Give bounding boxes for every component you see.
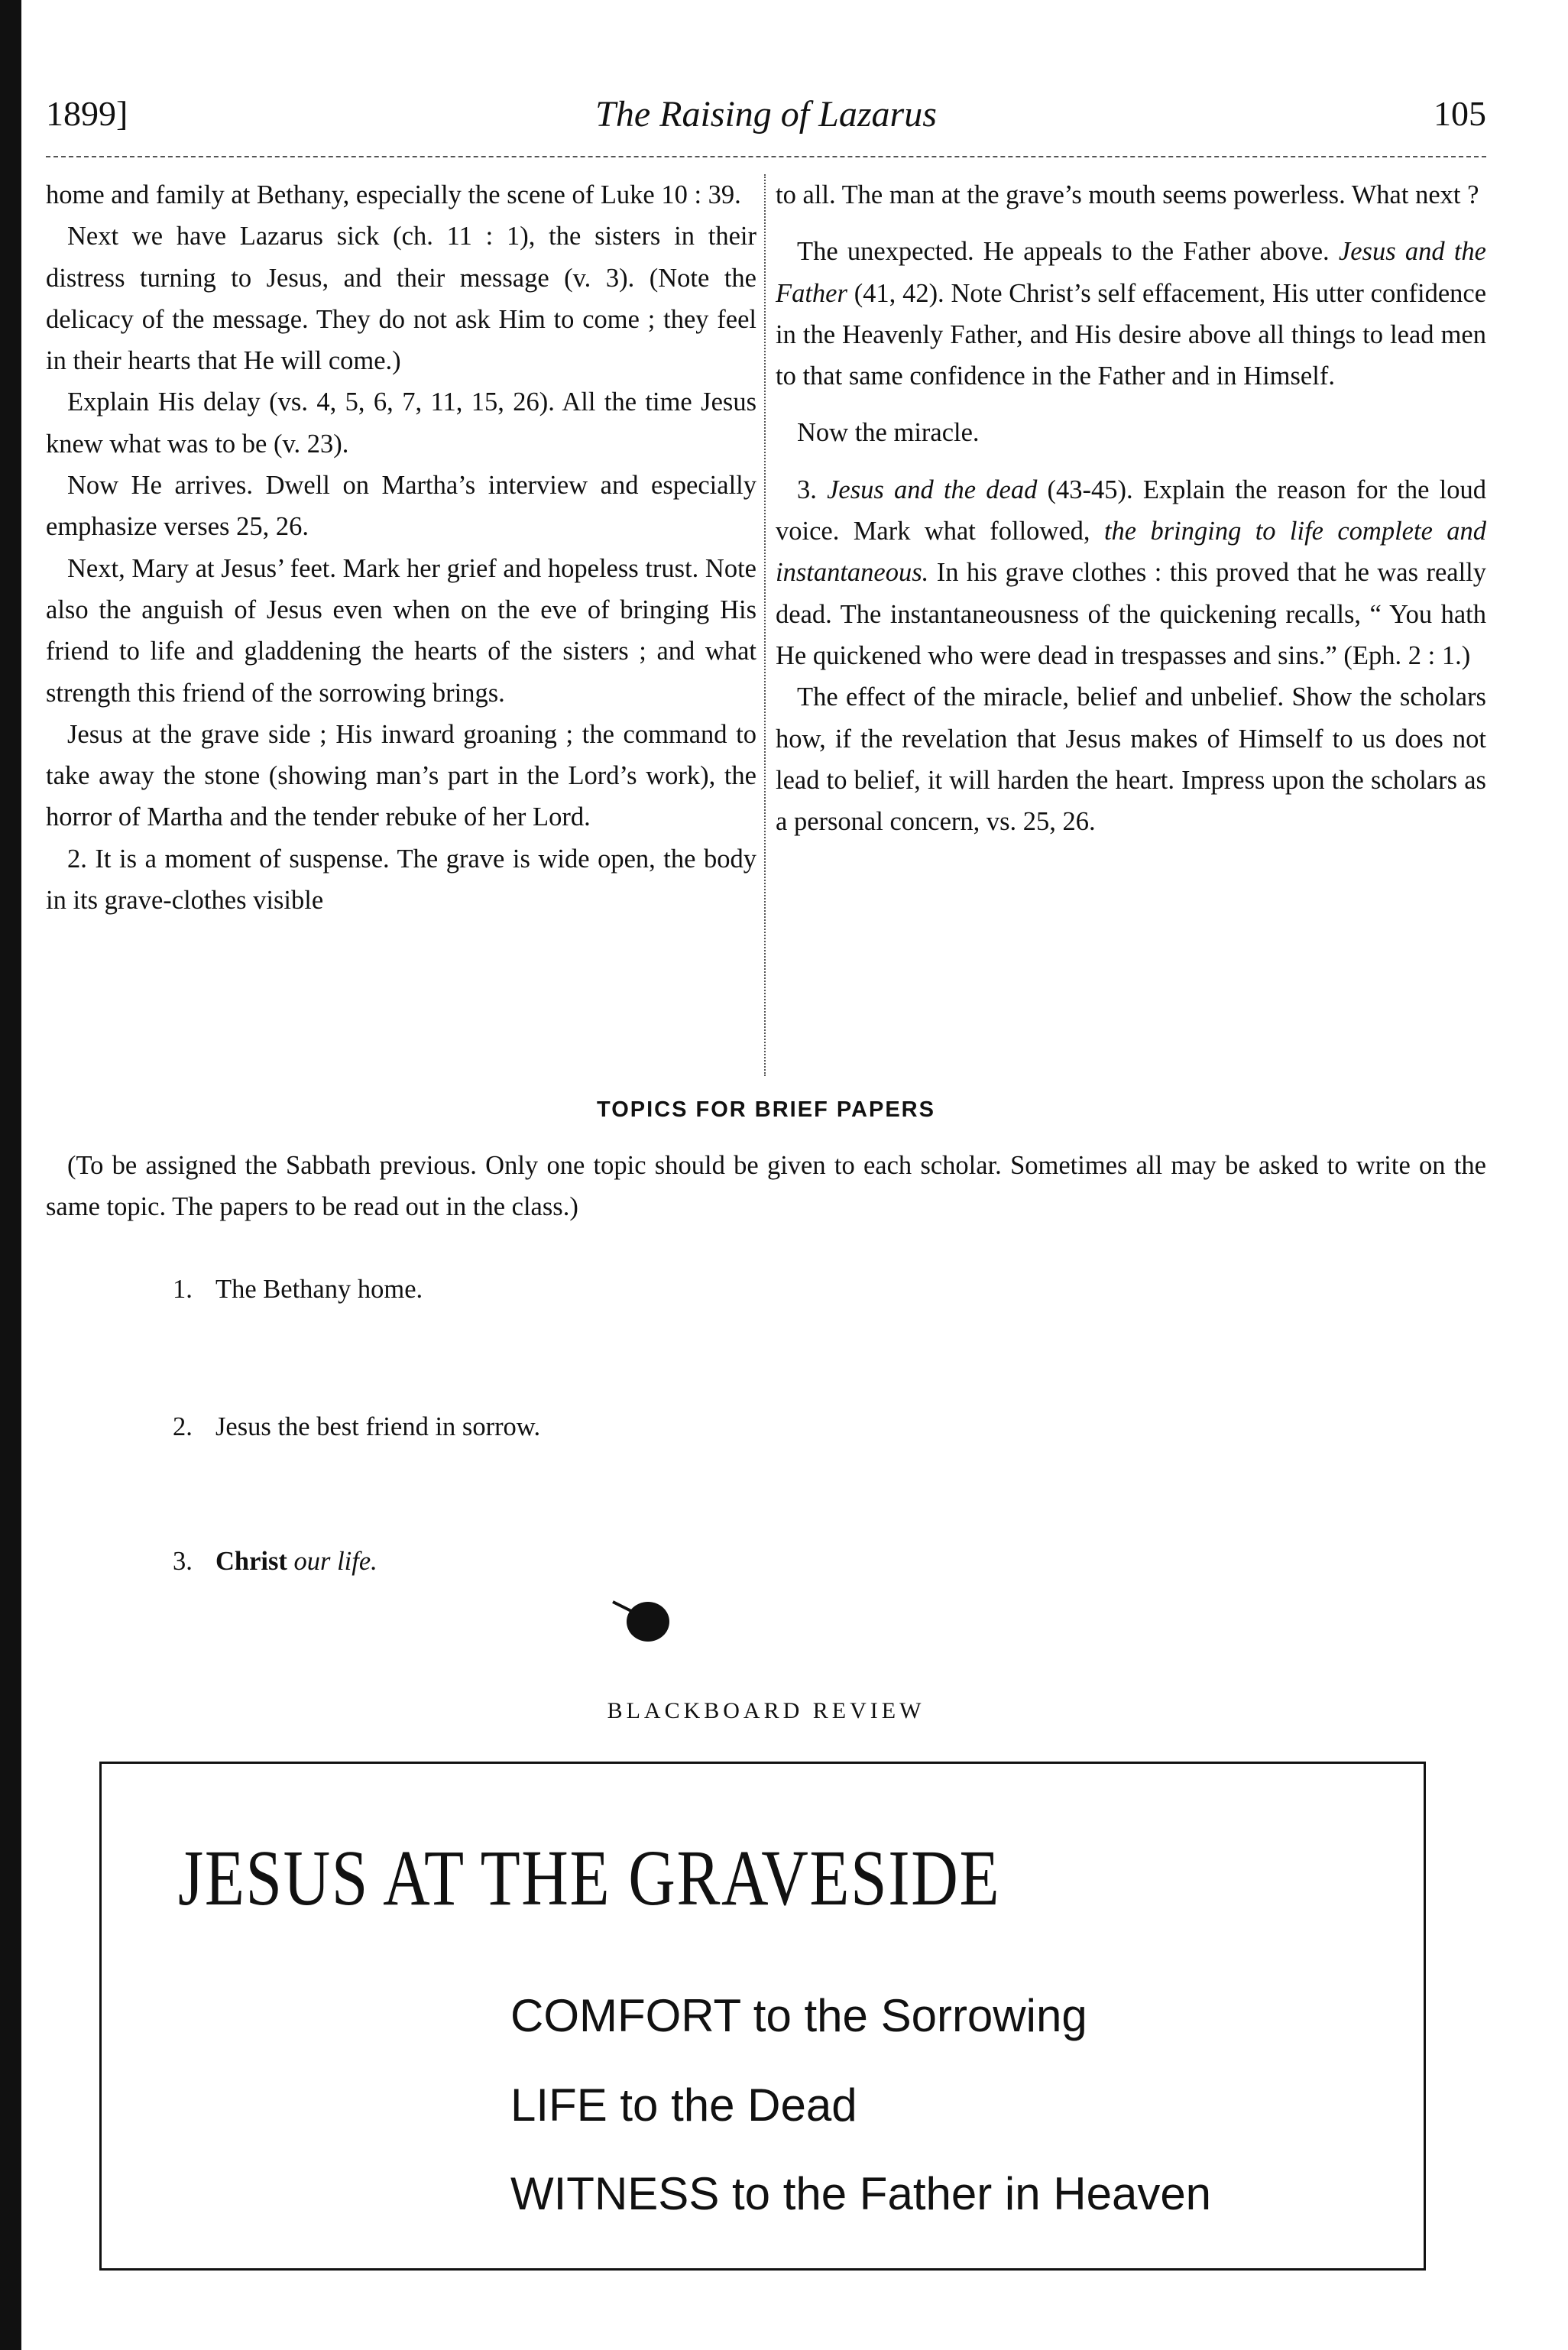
right-column (776, 174, 1486, 842)
header-title: The Raising of Lazarus (595, 94, 937, 135)
page-edge-bar (0, 0, 21, 2350)
ink-blot-ornament (611, 1593, 672, 1646)
paragraph: Next we have Lazarus sick (ch. 11 : 1), the sisters in their distress turning to Jesus, and their message (v. 3). (Note the delicacy of the message. They do not ask Him to come ; they feel in their hearts that He will come.) (46, 222, 756, 376)
text: (43-45). Explain the reason for the loud voice. Mark what followed, (776, 475, 1486, 546)
blackboard-line: LIFE to the Dead (510, 2079, 857, 2131)
text: In his grave clothes : this proved that he was really dead. The instantaneousness of the quickening recalls, “ You hath He quickened who were dead in trespasses and sins.” (Eph. 2 : 1.) (776, 558, 1486, 670)
topic-text: Jesus the best friend in sorrow. (215, 1412, 541, 1441)
blackboard-main-title: JESUS AT THE GRAVESIDE (178, 1834, 1001, 1922)
left-column (46, 174, 756, 921)
topic-text: our life. (287, 1547, 377, 1576)
paragraph (776, 469, 1486, 676)
italic-text: Jesus and the dead (827, 475, 1038, 504)
paragraph: Explain His delay (vs. 4, 5, 6, 7, 11, 15, 26). All the time Jesus knew what was to be (v. 23). (46, 387, 756, 459)
text: (41, 42). Note Christ’s self effacement, His utter confidence in the Heavenly Father, and His desire above all things to lead men to that same confidence in the Father and in Himself. (776, 278, 1487, 391)
blackboard-line: WITNESS to the Father in Heaven (510, 2168, 1212, 2219)
paragraph: Now He arrives. Dwell on Martha’s interview and especially emphasize verses 25, 26. (46, 471, 756, 542)
paragraph: to all. The man at the grave’s mouth seems powerless. What next ? (776, 180, 1479, 209)
topics-heading: TOPICS FOR BRIEF PAPERS (597, 1097, 935, 1122)
italic-text: the bringing to life complete and instantaneous. (776, 517, 1487, 588)
header-rule (46, 156, 1486, 157)
italic-text: Jesus and the Father (776, 237, 1486, 308)
topics-note: (To be assigned the Sabbath previous. Only one topic should be given to each scholar. Sometimes all may be asked to write on the same topic. The papers to be read out in the class.) (46, 1151, 1486, 1221)
text: The unexpected. He appeals to the Father above. (797, 237, 1330, 267)
topic-item (173, 1275, 423, 1305)
topic-text-bold: Christ (215, 1547, 287, 1576)
paragraph: home and family at Bethany, especially the scene of Luke 10 : 39. (46, 180, 741, 209)
blackboard-box (99, 1762, 1426, 2271)
header-year: 1899] (46, 94, 128, 133)
item-number: 3. (797, 475, 817, 504)
blackboard-line: COMFORT to the Sorrowing (510, 1990, 1087, 2041)
topic-number: 1. (173, 1275, 193, 1304)
blackboard-heading: BLACKBOARD REVIEW (607, 1698, 925, 1723)
running-header (46, 93, 1486, 154)
paragraph: Jesus at the grave side ; His inward groaning ; the command to take away the stone (showing man’s part in the Lord’s work), the horror of Martha and the tender rebuke of her Lord. (46, 719, 756, 832)
column-divider (764, 174, 766, 1076)
topic-number: 3. (173, 1547, 193, 1576)
topic-item (173, 1547, 377, 1577)
page-number: 105 (1434, 94, 1486, 133)
topic-text: The Bethany home. (215, 1275, 423, 1304)
paragraph: Next, Mary at Jesus’ feet. Mark her grief and hopeless trust. Note also the anguish of Jesus even when on the eve of bringing His friend to life and gladdening the hearts of the sisters ; and what strength this friend of the sorrowing brings. (46, 553, 756, 708)
paragraph (776, 231, 1486, 397)
paragraph: The effect of the miracle, belief and unbelief. Show the scholars how, if the revelation that Jesus makes of Himself to us does not lead to belief, it will harden the heart. Impress upon the scholars as a personal concern, vs. 25, 26. (776, 682, 1486, 837)
paragraph: 2. It is a moment of suspense. The grave is wide open, the body in its grave-clothes visible (46, 844, 756, 916)
topic-item (173, 1412, 540, 1442)
paragraph: Now the miracle. (797, 418, 980, 448)
topic-number: 2. (173, 1412, 193, 1441)
